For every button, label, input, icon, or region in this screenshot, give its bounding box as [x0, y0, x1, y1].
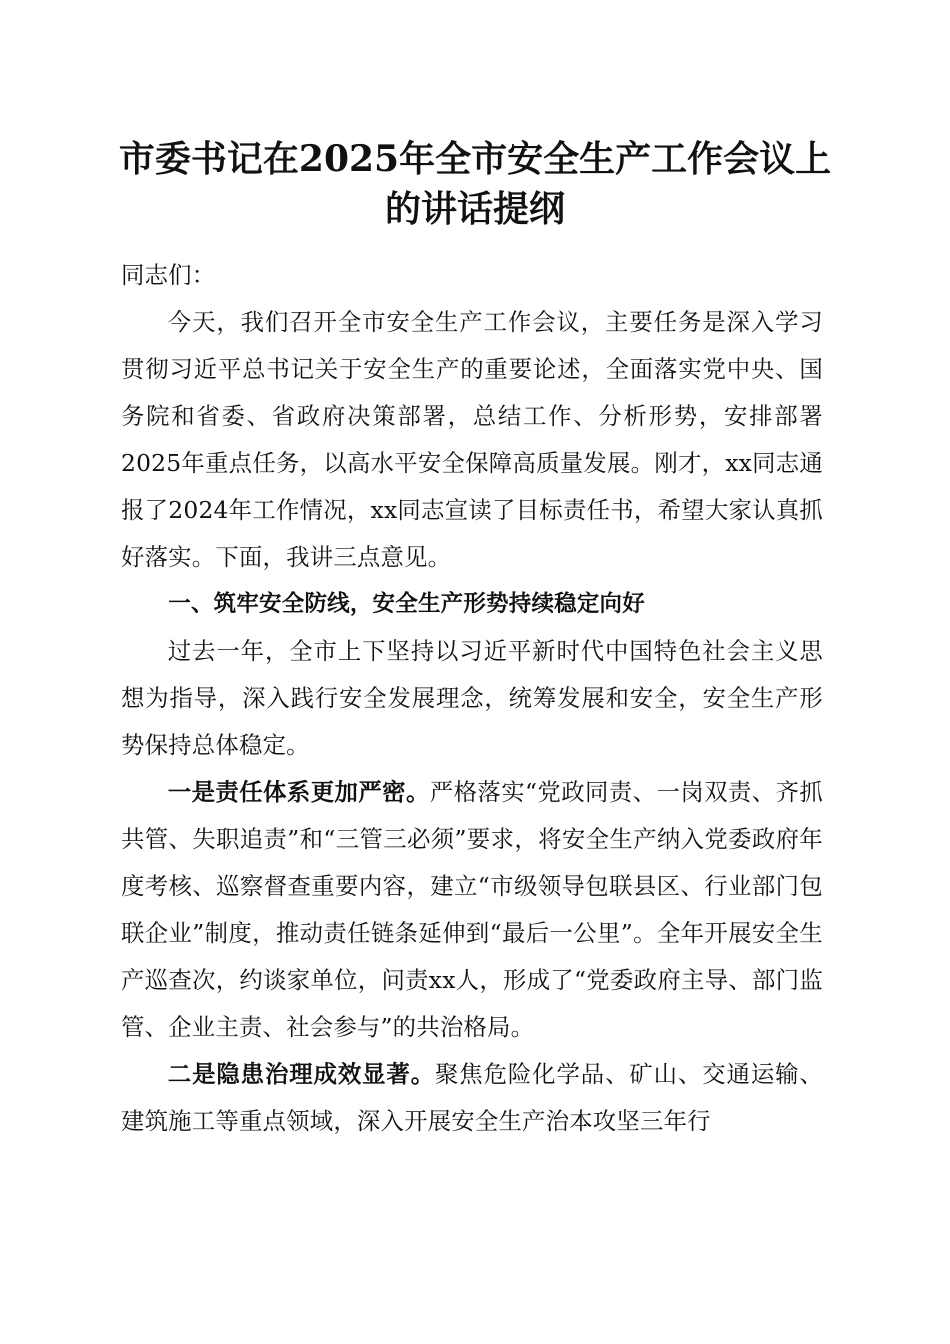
title-line-2: 的讲话提纲: [384, 188, 565, 230]
point-1-text: 严格落实“党政同责、一岗双责、齐抓共管、失职追责”和“三管三必须”要求，将安全生产纳入党委政府年度考核、巡察督查重要内容，建立“市级领导包联县区、行业部门包联企业”制度，推动责任链条延伸到“最后一公里”。全年开展安全生产巡查次，约谈家单位，问责xx人，形成了“党委政府主导、部门监管、企业主责、社会参与”的共治格局。: [121, 778, 823, 1041]
salutation: 同志们：: [121, 261, 216, 289]
point-2-text: 聚焦危险化学品、矿山、交通运输、建筑施工等重点领域，深入开展安全生产治本攻坚三年行: [121, 1060, 823, 1135]
intro-paragraph: 今天，我们召开全市安全生产工作会议，主要任务是深入学习贯彻习近平总书记关于安全生产的重要论述，全面落实党中央、国务院和省委、省政府决策部署，总结工作、分析形势，安排部署2025年重点任务，以高水平安全保障高质量发展。刚才，xx同志通报了2024年工作情况，xx同志宣读了目标责任书，希望大家认真抓好落实。下面，我讲三点意见。: [121, 308, 823, 571]
title-line-1: 市委书记在2025年全市安全生产工作会议上: [118, 138, 832, 180]
point-1-paragraph: [121, 769, 823, 1051]
section-heading-1: 一、筑牢安全防线，安全生产形势持续稳定向好: [168, 591, 645, 617]
point-1-lead: 一是责任体系更加严密。: [167, 778, 430, 806]
document-body: [121, 252, 823, 1145]
section-1-intro: 过去一年，全市上下坚持以习近平新时代中国特色社会主义思想为指导，深入践行安全发展理念，统筹发展和安全，安全生产形势保持总体稳定。: [121, 637, 823, 759]
point-2-paragraph: [121, 1051, 823, 1145]
page-title: [100, 134, 850, 234]
point-2-lead: 二是隐患治理成效显著。: [167, 1060, 436, 1088]
